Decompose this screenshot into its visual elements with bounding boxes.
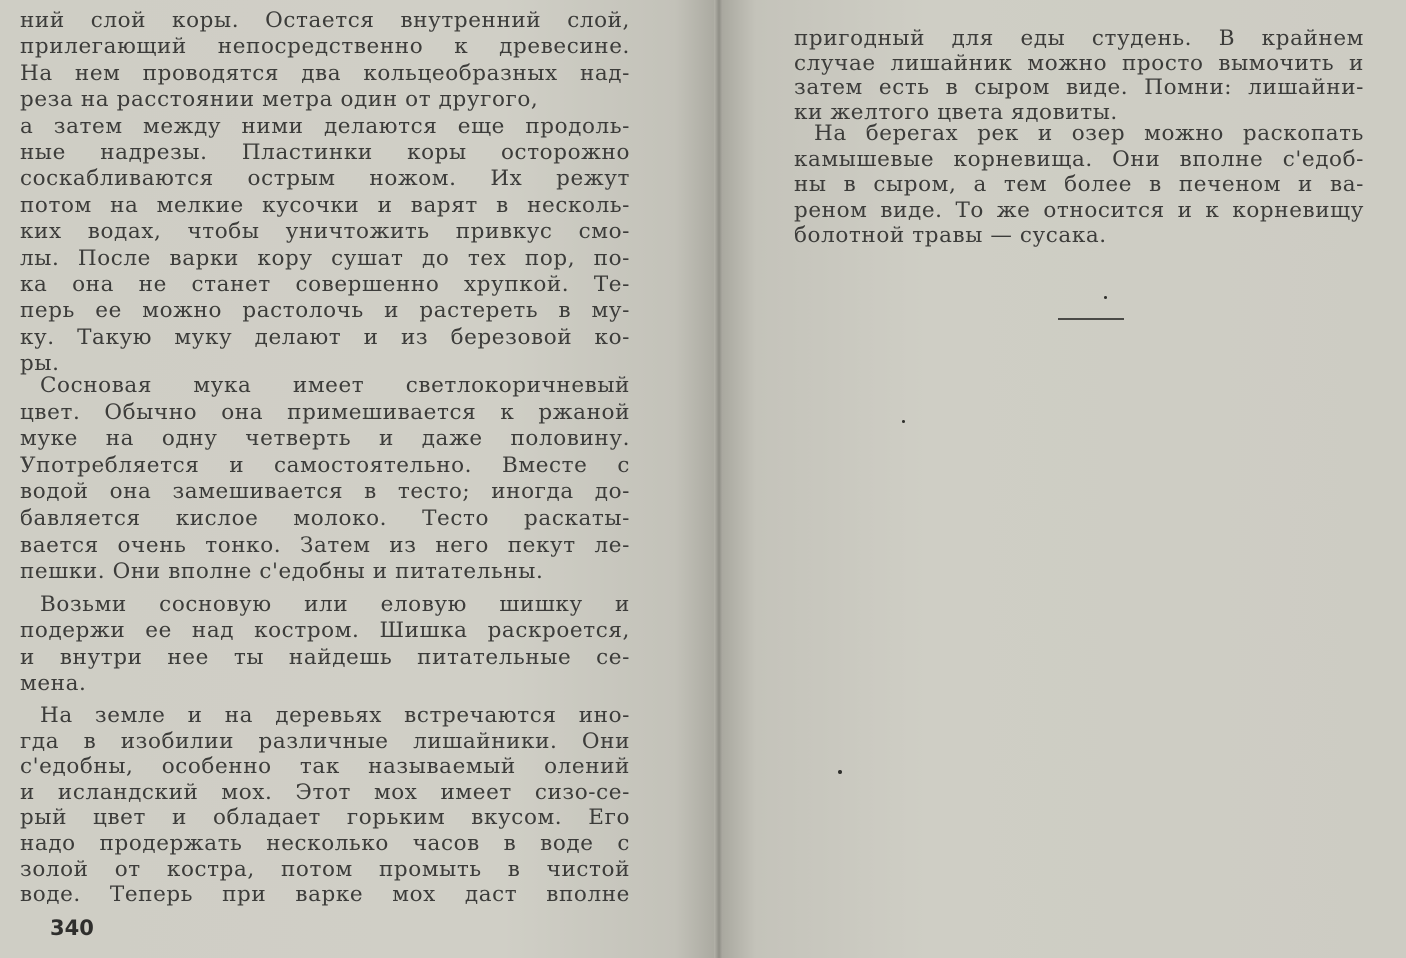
text-line: лы. После варки кору сушат до тех пор, по- — [20, 245, 630, 271]
page-number: 340 — [50, 916, 94, 940]
text-line: ку. Такую муку делают и из березовой ко- — [20, 324, 630, 350]
text-line: ки желтого цвета ядовиты. — [794, 99, 1118, 125]
text-line: реном виде. То же относится и к корневищу — [794, 197, 1364, 223]
text-line: пригодный для еды студень. В крайнем — [794, 26, 1364, 51]
text-line: На земле и на деревьях встречаются ино- — [40, 703, 630, 728]
text-line: Употребляется и самостоятельно. Вместе с — [20, 452, 630, 478]
text-line: болотной травы — сусака. — [794, 223, 1107, 248]
text-line: реза на расстоянии метра один от другого, — [20, 87, 539, 113]
text-line: ка она не станет совершенно хрупкой. Те- — [20, 272, 630, 297]
text-line: На нем проводятся два кольцеобразных над- — [20, 60, 630, 86]
ink-speck — [1104, 296, 1107, 299]
text-line: и внутри нее ты найдешь питательные се- — [20, 644, 630, 670]
text-line: ры. — [20, 351, 60, 377]
text-line: с'едобны, особенно так называемый олений — [20, 754, 630, 780]
text-line: подержи ее над костром. Шишка раскроется, — [20, 618, 630, 644]
text-line: цвет. Обычно она примешивается к ржаной — [20, 399, 630, 425]
text-line: муке на одну четверть и даже половину. — [20, 426, 630, 452]
text-line: камышевые корневища. Они вполне с'едоб- — [794, 146, 1364, 172]
text-line: затем есть в сыром виде. Помни: лишайни- — [794, 75, 1364, 100]
ink-speck — [902, 420, 905, 423]
text-line: соскабливаются острым ножом. Их режут — [20, 166, 630, 192]
text-line: бавляется кислое молоко. Тесто раскаты- — [20, 506, 630, 531]
text-line: золой от костра, потом промыть в чистой — [20, 856, 630, 882]
text-line: а затем между ними делаются еще продоль- — [20, 113, 630, 139]
text-line: и исландский мох. Этот мох имеет сизо-се- — [20, 779, 630, 805]
text-line: ны в сыром, а тем более в печеном и ва- — [794, 172, 1364, 197]
text-line: мена. — [20, 671, 87, 697]
text-line: воде. Теперь при варке мох даст вполне — [20, 882, 630, 908]
text-line: случае лишайник можно просто вымочить и — [794, 50, 1364, 76]
text-line: водой она замешивается в тесто; иногда до- — [20, 479, 630, 505]
text-line: ний слой коры. Остается внутренний слой, — [20, 8, 630, 33]
text-line: пешки. Они вполне с'едобны и питательны. — [20, 559, 544, 585]
text-line: рый цвет и обладает горьким вкусом. Его — [20, 805, 630, 831]
right-page — [722, 0, 1406, 958]
section-end-rule — [1058, 318, 1124, 320]
text-line: гда в изобилии различные лишайники. Они — [20, 728, 630, 754]
text-line: потом на мелкие кусочки и варят в несколь- — [20, 192, 630, 218]
ink-speck — [838, 770, 842, 774]
text-line: На берегах рек и озер можно раскопать — [814, 121, 1364, 146]
text-line: прилегающий непосредственно к древесине. — [20, 34, 630, 60]
text-line: ные надрезы. Пластинки коры осторожно — [20, 140, 630, 165]
text-line: перь ее можно растолочь и растереть в му- — [20, 298, 630, 324]
text-line: ких водах, чтобы уничтожить привкус смо- — [20, 219, 630, 245]
text-line: вается очень тонко. Затем из него пекут ле- — [20, 532, 630, 558]
text-line: Возьми сосновую или еловую шишку и — [40, 592, 630, 617]
text-line: Сосновая мука имеет светлокоричневый — [40, 373, 630, 398]
text-line: надо продержать несколько часов в воде с — [20, 831, 630, 856]
